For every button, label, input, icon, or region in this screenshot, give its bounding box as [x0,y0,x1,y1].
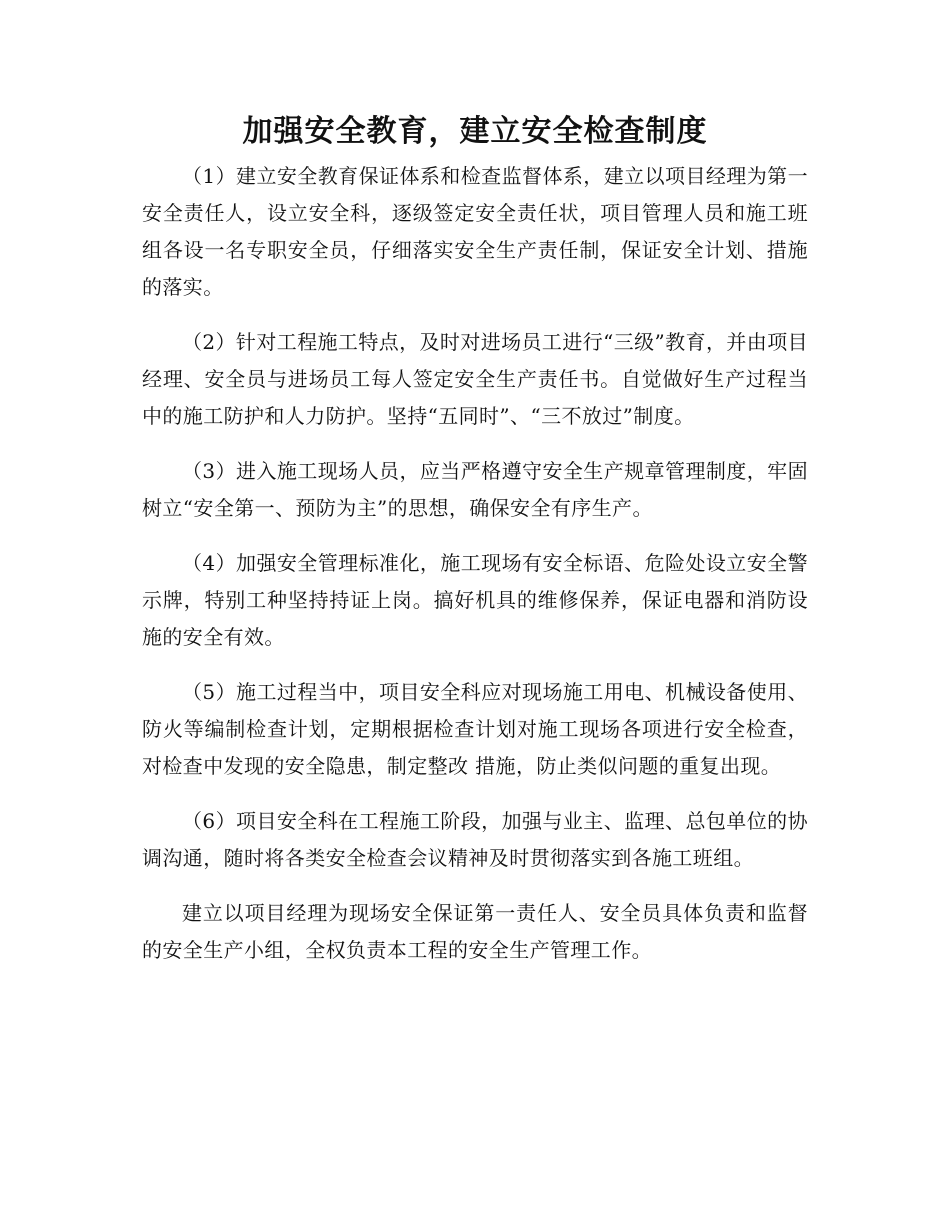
paragraph-summary: 建立以项目经理为现场安全保证第一责任人、安全员具体负责和监督的安全生产小组，全权负责本工程的安全生产管理工作。 [142,901,808,962]
paragraph-6: （6）项目安全科在工程施工阶段，加强与业主、监理、总包单位的协调沟通，随时将各类安全检查会议精神及时贯彻落实到各施工班组。 [142,809,808,870]
paragraph-1: （1）建立安全教育保证体系和检查监督体系，建立以项目经理为第一安全责任人，设立安全科，逐级签定安全责任状，项目管理人员和施工班组各设一名专职安全员，仔细落实安全生产责任制，保证安全计划、措施的落实。 [142,164,808,299]
document-page [142,112,808,987]
paragraph-5: （5）施工过程当中，项目安全科应对现场施工用电、机械设备使用、防火等编制检查计划，定期根据检查计划对施工现场各项进行安全检查，对检查中发现的安全隐患，制定整改 措施，防止类似问题的重复出现。 [142,680,808,778]
paragraph-3: （3）进入施工现场人员，应当严格遵守安全生产规章管理制度，牢固树立“安全第一、预防为主”的思想，确保安全有序生产。 [142,459,808,520]
document-title: 加强安全教育，建立安全检查制度 [242,114,708,149]
paragraph-2: （2）针对工程施工特点，及时对进场员工进行“三级”教育，并由项目经理、安全员与进场员工每人签定安全生产责任书。自觉做好生产过程当中的施工防护和人力防护。坚持“五同时”、“三不放过”制度。 [142,330,808,428]
paragraph-4: （4）加强安全管理标准化，施工现场有安全标语、危险处设立安全警示牌，特别工种坚持持证上岗。搞好机具的维修保养，保证电器和消防设施的安全有效。 [142,551,808,649]
